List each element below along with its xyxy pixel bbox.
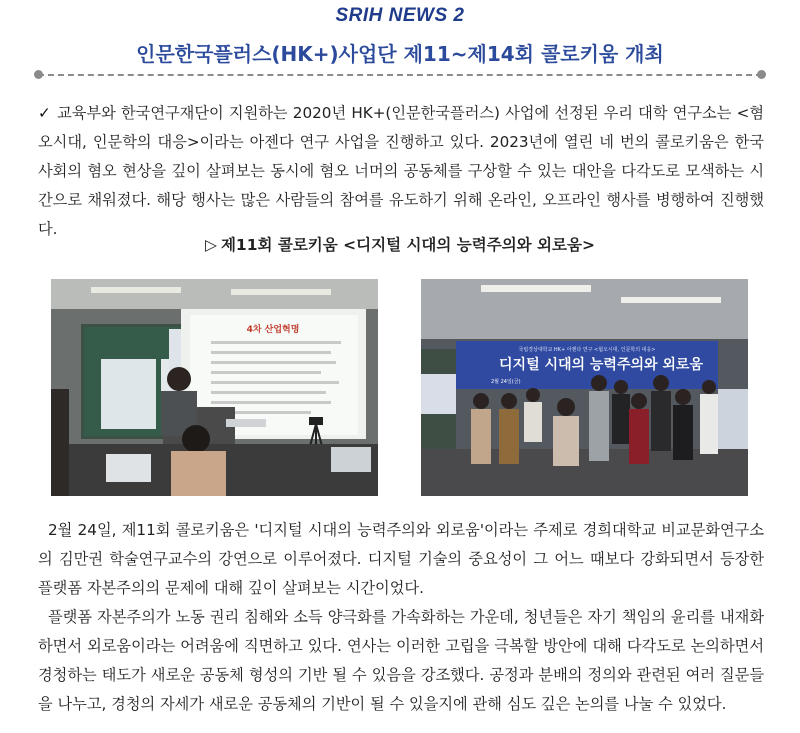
dashed-divider — [38, 74, 762, 76]
divider-dot-left — [34, 70, 43, 79]
photo-lecture — [51, 279, 378, 496]
page-title: 인문한국플러스(HK+)사업단 제11~제14회 콜로키움 개최 — [136, 42, 664, 66]
slide-title: 4차 산업혁명 — [246, 325, 300, 335]
triangle-icon: ▷ — [205, 236, 217, 254]
section-heading — [0, 233, 800, 255]
banner-date: 2월 24일(금) — [491, 379, 521, 385]
banner-top-text: 국립경상대학교 HK+ 아젠다 연구 <혐오시대, 인문학의 대응> — [518, 347, 656, 353]
article-body — [38, 516, 764, 719]
section-title: 제11회 콜로키움 <디지털 시대의 능력주의와 외로움> — [220, 236, 595, 254]
divider-dot-right — [757, 70, 766, 79]
banner-title: 디지털 시대의 능력주의와 외로움 — [499, 357, 703, 373]
news-kicker: SRIH NEWS 2 — [335, 5, 465, 26]
body-paragraph-1: 2월 24일, 제11회 콜로키움은 '디지털 시대의 능력주의와 외로움'이라는 주제로 경희대학교 비교문화연구소의 김만권 학술연구교수의 강연으로 이루어졌다. 디지털 기술의 중요성이 그 어느 때보다 강화되면서 등장한 플랫폼 자본주의의 문제에 대해 깊이 살펴보는 시간이었다. — [38, 521, 764, 597]
intro-text: 교육부와 한국연구재단이 지원하는 2020년 HK+(인문한국플러스) 사업에 선정된 우리 대학 연구소는 <혐오시대, 인문학의 대응>이라는 아젠다 연구 사업을 진행하고 있다. 2023년에 열린 네 번의 콜로키움은 한국 사회의 혐오 현상을 깊이 살펴보는 동시에 혐오 너머의 공동체를 구상할 수 있는 대안을 다각도로 모색하는 시간으로 채워졌다. 해당 행사는 많은 사람들의 참여를 유도하기 위해 온라인, 오프라인 행사를 병행하여 진행했다. — [38, 104, 764, 238]
body-paragraph-2: 플랫폼 자본주의가 노동 권리 침해와 소득 양극화를 가속화하는 가운데, 청년들은 자기 책임의 윤리를 내재화하면서 외로움이라는 어려움에 직면하고 있다. 연사는 이러한 고립을 극복할 방안에 대해 다각도로 논의하면서 경청하는 태도가 새로운 공동체 형성의 기반 될 수 있음을 강조했다. 공정과 분배의 정의와 관련된 여러 질문들을 나누고, 경청의 자세가 새로운 공동체의 기반이 될 수 있을지에 관해 심도 깊은 논의를 나눌 수 있었다. — [38, 608, 764, 713]
intro-paragraph — [38, 99, 764, 244]
checkmark-icon: ✓ — [38, 104, 52, 122]
photo-group — [421, 279, 748, 496]
